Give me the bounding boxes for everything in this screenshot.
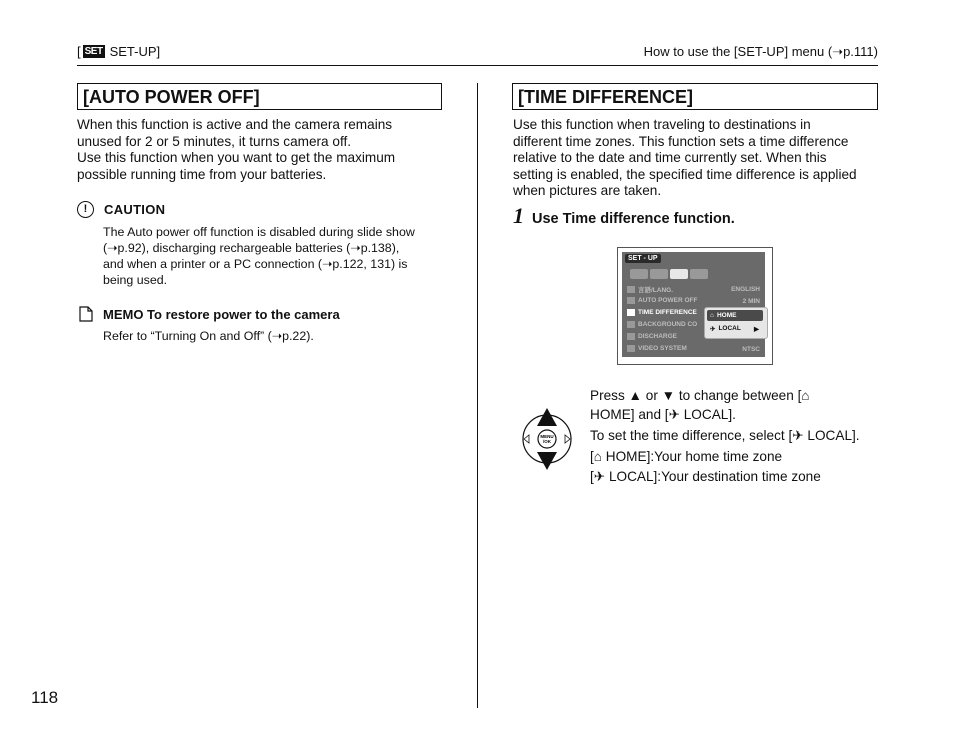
- camera-tab-icon: [630, 269, 648, 279]
- instr-line-2: [590, 405, 890, 424]
- bracket: [: [590, 469, 594, 484]
- exclamation-icon: !: [77, 201, 94, 218]
- text-line: unused for 2 or 5 minutes, it turns camera off.: [77, 133, 352, 149]
- time-difference-title: [TIME DIFFERENCE]: [512, 83, 878, 110]
- caution-heading: [77, 201, 165, 218]
- column-divider: [477, 83, 478, 708]
- row-icon: [627, 333, 635, 340]
- instr-line-1: [590, 386, 890, 405]
- row-icon: [627, 309, 635, 316]
- instructions: [590, 386, 890, 424]
- row-icon: [627, 345, 635, 352]
- popup-option-home: [707, 310, 763, 321]
- row-value: ENGLISH: [731, 285, 760, 293]
- screen-header: SET - UP: [625, 254, 661, 263]
- house-icon: ⌂: [710, 312, 714, 319]
- row-icon: [627, 297, 635, 304]
- text-line: being used.: [103, 273, 168, 287]
- wrench-2-tab-icon: [670, 269, 688, 279]
- memo-label: MEMO To restore power to the camera: [103, 306, 340, 322]
- popup-home-label: HOME: [716, 312, 737, 319]
- screen-row: [627, 343, 760, 355]
- memo-text: Refer to “Turning On and Off” (➝p.22).: [103, 329, 314, 343]
- wrench-3-tab-icon: [690, 269, 708, 279]
- auto-power-off-title: [AUTO POWER OFF]: [77, 83, 442, 110]
- text-line: Use this function when traveling to destinations in: [513, 117, 811, 132]
- step-1: [513, 203, 735, 229]
- page-number: 118: [31, 688, 59, 707]
- text: to change between [: [678, 388, 802, 403]
- time-difference-description: [513, 117, 883, 200]
- text: LOCAL]:Your destination time zone: [608, 469, 821, 484]
- svg-text:/OK: /OK: [542, 439, 552, 444]
- step-number: 1: [513, 203, 524, 228]
- screen-row: [627, 295, 760, 307]
- text-line: possible running time from your batteries.: [77, 166, 327, 182]
- set-up-icon: SET: [84, 46, 103, 57]
- header-reference: How to use the [SET-UP] menu (➝p.111): [643, 44, 878, 59]
- caution-text: [103, 224, 448, 288]
- svg-text:MENU: MENU: [540, 434, 554, 439]
- text-line: When this function is active and the camera remains: [77, 117, 393, 132]
- memo-icon: [77, 305, 95, 323]
- row-label: TIME DIFFERENCE: [638, 309, 697, 317]
- airplane-icon: ✈: [593, 469, 606, 484]
- auto-power-off-description: [77, 117, 447, 183]
- house-icon: ⌂: [593, 449, 602, 464]
- popup-option-local: [707, 323, 763, 334]
- airplane-icon: ✈: [710, 325, 716, 333]
- triangle-right-icon: ▶: [754, 325, 759, 333]
- bracket: [: [590, 449, 594, 464]
- text: To set the time difference, select [: [590, 428, 793, 443]
- row-label: DISCHARGE: [638, 333, 678, 341]
- text-line: and when a printer or a PC connection (➝p.122, 131) is: [103, 257, 408, 271]
- text-line: Use this function when you want to get the maximum: [77, 150, 396, 165]
- row-value: NTSC: [742, 345, 760, 353]
- text: Press: [590, 388, 625, 403]
- row-label: AUTO POWER OFF: [638, 297, 698, 305]
- text-line: relative to the date and time currently set. When this: [513, 150, 827, 165]
- instr-line-4: [590, 449, 782, 464]
- screen-popup: [704, 307, 768, 339]
- bracket-open: [: [77, 44, 81, 59]
- text-line: different time zones. This function sets a time difference: [513, 133, 849, 149]
- header-divider: [77, 65, 878, 66]
- airplane-icon: ✈: [792, 428, 804, 443]
- text: LOCAL].: [807, 428, 860, 443]
- up-triangle-icon: ▲: [628, 388, 642, 403]
- row-label: 言語/LANG.: [638, 286, 674, 294]
- instr-line-5: [590, 469, 821, 485]
- popup-local-label: LOCAL: [718, 325, 741, 332]
- wrench-1-tab-icon: [650, 269, 668, 279]
- row-icon: [627, 286, 635, 293]
- screen-tabs: [630, 269, 708, 279]
- step-label: Use Time difference function.: [532, 211, 735, 227]
- section-title: SET-UP]: [109, 44, 161, 59]
- text: HOME]:Your home time zone: [605, 449, 783, 464]
- row-icon: [627, 321, 635, 328]
- text-line: The Auto power off function is disabled during slide show: [103, 225, 415, 239]
- row-value: 2 MIN: [742, 297, 760, 305]
- text-line: (➝p.92), discharging rechargeable batteries (➝p.138),: [103, 241, 400, 255]
- row-label: VIDEO SYSTEM: [638, 345, 687, 353]
- instr-line-3: [590, 428, 890, 444]
- text-line: setting is enabled, the specified time difference is applied: [513, 166, 857, 182]
- memo-heading: [77, 305, 340, 323]
- airplane-icon: ✈: [668, 407, 680, 422]
- row-label: BACKGROUND CO: [638, 321, 698, 329]
- text: HOME] and [: [590, 407, 669, 422]
- header-section-label: [77, 44, 160, 59]
- caution-label: CAUTION: [104, 202, 166, 217]
- camera-screen: [622, 252, 765, 357]
- dpad-icon: [520, 406, 574, 472]
- text-line: when pictures are taken.: [513, 183, 662, 198]
- text: LOCAL].: [683, 407, 736, 422]
- text: or: [645, 388, 658, 403]
- screen-row: [627, 283, 760, 295]
- house-icon: ⌂: [801, 388, 810, 403]
- down-triangle-icon: ▼: [661, 388, 676, 403]
